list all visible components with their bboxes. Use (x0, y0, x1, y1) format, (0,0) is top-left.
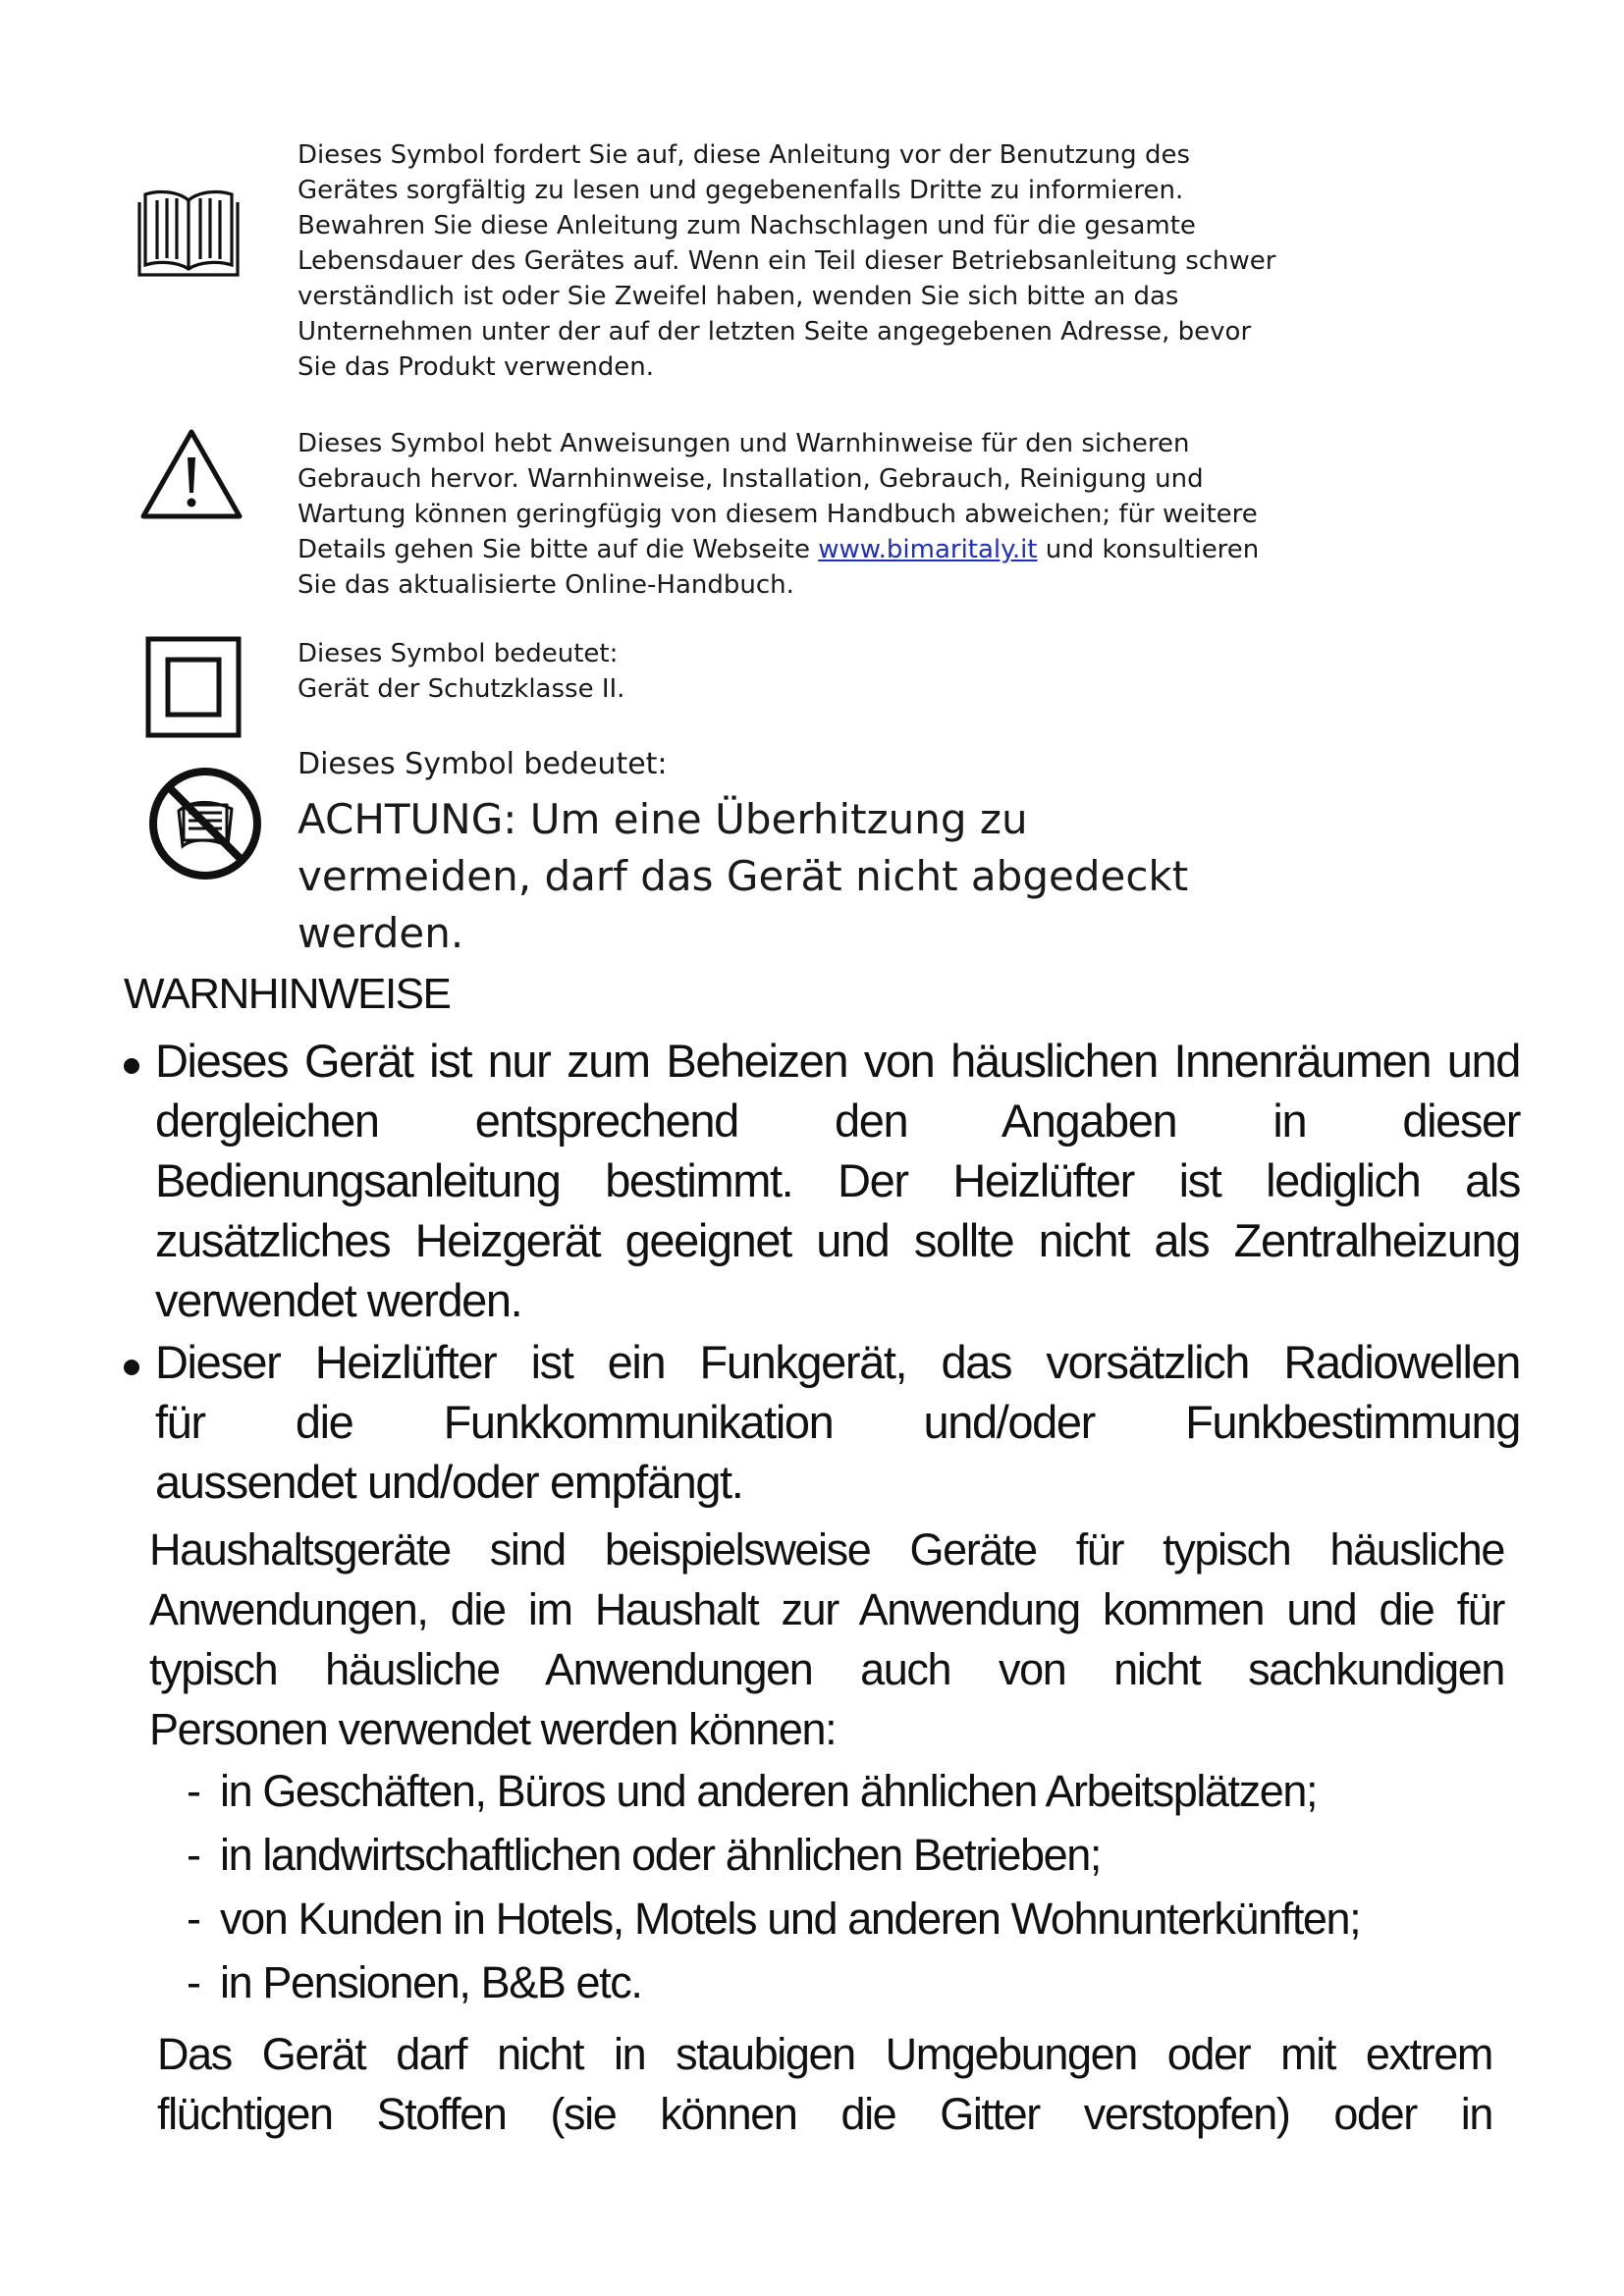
list-item: - in Pensionen, B&B etc. (187, 1957, 642, 2007)
list-item-text: in Geschäften, Büros und anderen ähnlichen Arbeitsplätzen; (220, 1766, 1318, 1816)
text-line: Gerät der Schutzklasse II. (298, 674, 625, 704)
text-line: Unternehmen unter der auf der letzten Seite angegebenen Adresse, bevor (298, 317, 1252, 347)
text-line-with-link (298, 532, 1456, 567)
text-line: Dieses Symbol fordert Sie auf, diese Anleitung vor der Benutzung des (298, 140, 1190, 170)
text-line: Sie das aktualisierte Online-Handbuch. (298, 570, 794, 600)
text-line: Sie das Produkt verwenden. (298, 352, 655, 382)
text-line: vermeiden, darf das Gerät nicht abgedeckt (298, 852, 1189, 900)
do-not-cover-icon (147, 766, 263, 881)
symbol-warning (128, 426, 1404, 613)
text-line: Dieses Gerät ist nur zum Beheizen von häuslichen Innenräumen und (155, 1035, 1520, 1087)
text-line: aussendet und/oder empfängt. (155, 1456, 743, 1508)
text-line: Dieses Symbol bedeutet: (298, 747, 668, 781)
text-line: verwendet werden. (155, 1274, 522, 1326)
list-item (118, 1031, 1532, 1330)
book-icon (137, 187, 240, 279)
warnings-list (118, 1031, 1532, 1512)
list-item-text: in landwirtschaftlichen oder ähnlichen Betrieben; (220, 1830, 1101, 1880)
text-line: zusätzliches Heizgerät geeignet und sollte nicht als Zentralheizung (155, 1214, 1520, 1266)
text-line: Haushaltsgeräte sind beispielsweise Geräte für typisch häusliche (149, 1524, 1504, 1575)
symbol-class-two (128, 636, 1404, 744)
symbol-read-manual (128, 137, 1404, 393)
text-line: Gebrauch hervor. Warnhinweise, Installation, Gebrauch, Reinigung und (298, 464, 1204, 494)
text-line: Anwendungen, die im Haushalt zur Anwendung kommen und die für (149, 1584, 1504, 1634)
symbol-do-not-cover-text (298, 744, 1456, 962)
text-line: Dieses Symbol hebt Anweisungen und Warnhinweise für den sicheren (298, 429, 1190, 458)
text-line: Personen verwendet werden können: (149, 1704, 837, 1754)
household-paragraph (149, 1520, 1514, 1759)
text-line: Lebensdauer des Gerätes auf. Wenn ein Teil dieser Betriebsanleitung schwer (298, 246, 1276, 276)
bullet-icon (124, 1058, 139, 1074)
text-line: für die Funkkommunikation und/oder Funkbestimmung (155, 1396, 1520, 1448)
list-item: - von Kunden in Hotels, Motels und anderen Wohnunterkünften; (187, 1894, 1361, 1944)
overheat-warning (298, 791, 1456, 962)
website-link[interactable]: www.bimaritaly.it (818, 535, 1038, 564)
text-line: Wartung können geringfügig von diesem Handbuch abweichen; für weitere (298, 500, 1258, 529)
list-item (118, 1332, 1532, 1512)
text-fragment: Details gehen Sie bitte auf die Webseite (298, 535, 819, 564)
symbol-class-two-text (298, 636, 1456, 707)
text-line: typisch häusliche Anwendungen auch von nicht sachkundigen (149, 1644, 1504, 1694)
text-line: Bewahren Sie diese Anleitung zum Nachschlagen und für die gesamte (298, 211, 1196, 240)
text-line: Das Gerät darf nicht in staubigen Umgebungen oder mit extrem (157, 2029, 1492, 2079)
text-line: dergleichen entsprechend den Angaben in dieser (155, 1095, 1520, 1147)
text-line: werden. (298, 909, 464, 957)
symbol-read-manual-text (298, 137, 1456, 385)
closing-paragraph (157, 2024, 1522, 2144)
warning-triangle-icon (137, 426, 245, 524)
bullet-icon (124, 1360, 139, 1375)
text-line: Dieses Symbol bedeutet: (298, 639, 619, 668)
list-item-text: von Kunden in Hotels, Motels und anderen Wohnunterkünften; (220, 1894, 1361, 1944)
warnings-heading: WARNHINWEISE (124, 970, 451, 1018)
list-item: - in Geschäften, Büros und anderen ähnlichen Arbeitsplätzen; (187, 1766, 1318, 1816)
list-item: - in landwirtschaftlichen oder ähnlichen Betrieben; (187, 1830, 1101, 1880)
text-line: Gerätes sorgfältig zu lesen und gegebenenfalls Dritte zu informieren. (298, 176, 1184, 205)
text-line: verständlich ist oder Sie Zweifel haben, wenden Sie sich bitte an das (298, 282, 1179, 311)
usage-locations-list (187, 1759, 1360, 2014)
text-line: flüchtigen Stoffen (sie können die Gitter verstopfen) oder in (157, 2089, 1492, 2139)
double-square-icon (145, 636, 242, 738)
text-fragment: und konsultieren (1037, 535, 1260, 564)
list-item-text: in Pensionen, B&B etc. (220, 1957, 642, 2007)
text-line: Dieser Heizlüfter ist ein Funkgerät, das vorsätzlich Radiowellen (155, 1336, 1520, 1388)
symbol-warning-text (298, 426, 1456, 603)
text-line: ACHTUNG: Um eine Überhitzung zu (298, 795, 1028, 843)
symbol-do-not-cover (128, 744, 1404, 957)
text-line: Bedienungsanleitung bestimmt. Der Heizlüfter ist lediglich als (155, 1154, 1520, 1206)
